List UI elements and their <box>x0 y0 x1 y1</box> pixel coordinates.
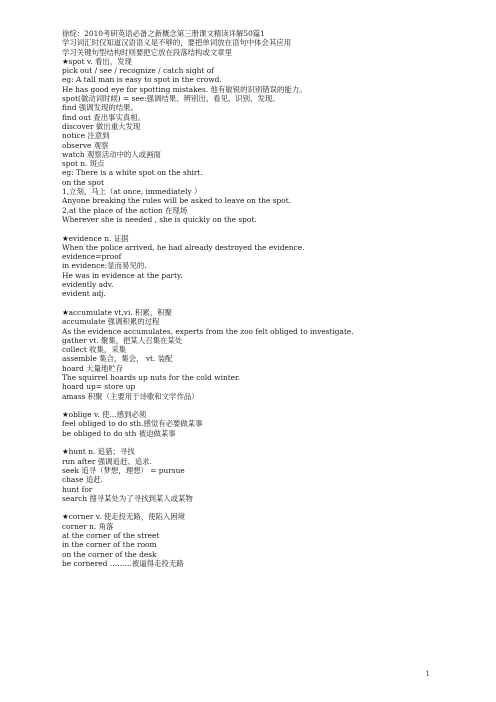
page-number: 1 <box>425 670 430 678</box>
text-line: evident adj. <box>62 289 106 299</box>
text-line: hunt for <box>62 484 93 494</box>
text-line: at the corner of the street <box>62 531 160 541</box>
text-line: find 强调发现的结果。 <box>62 103 138 113</box>
blank-line <box>62 401 462 410</box>
text-line: assemble 集合，集会， vt. 装配 <box>62 354 173 364</box>
text-line: chase 追赶. <box>62 475 103 485</box>
text-line: 学习关键句型结构时则要把它放在段落结构或文章里 <box>62 47 232 57</box>
text-line: collect 收集，采集 <box>62 345 127 355</box>
text-line: ★accumulate vt,vi. 积累，积聚 <box>62 307 172 317</box>
text-line: As the evidence accumulates, experts from the zoo felt obliged to investigate. <box>62 326 354 336</box>
text-line: on the corner of the desk <box>62 549 157 559</box>
text-line: ★corner v. 使走投无路，使陷入困境 <box>62 512 186 522</box>
text-line: evidently adv. <box>62 280 114 290</box>
document-body <box>62 29 462 568</box>
text-line: ★evidence n. 证据 <box>62 233 129 243</box>
blank-line <box>62 503 462 512</box>
text-line: discover 做出重大发现 <box>62 121 141 131</box>
text-line: hoard 大量地贮存 <box>62 363 124 373</box>
text-line: notice 注意到 <box>62 131 110 141</box>
text-line: be obliged to do sth 被迫做某事 <box>62 428 176 438</box>
text-line: eg: There is a white spot on the shirt. <box>62 168 203 178</box>
text-line: feel obliged to do sth.感觉有必要做某事 <box>62 419 203 429</box>
text-line: The squirrel hoards up nuts for the cold winter. <box>62 372 241 382</box>
text-line: evidence=proof <box>62 252 122 262</box>
text-line: 徐绽：2010考研英语必备之新概念第三册课文精读详解50篇1 <box>62 29 265 38</box>
blank-line <box>62 438 462 447</box>
text-line: spot n. 斑点 <box>62 159 105 169</box>
blank-line <box>62 299 462 308</box>
text-line: 1,立刻，马上（at once, immediately ） <box>62 187 202 197</box>
text-line: seek 追寻（梦想，理想） = pursue <box>62 465 185 475</box>
text-line: be cornered ………被逼得走投无路 <box>62 558 184 568</box>
text-line: He was in evidence at the party. <box>62 270 183 280</box>
text-line: pick out / see / recognize / catch sight of <box>62 66 214 76</box>
text-line: corner n. 角落 <box>62 521 114 531</box>
text-line: Wherever she is needed , she is quickly on the spot. <box>62 214 257 224</box>
text-line: run after 强调追赶、追求. <box>62 456 152 466</box>
blank-line <box>62 224 462 233</box>
text-line: When the police arrived, he had already destroyed the evidence. <box>62 242 305 252</box>
text-line: 学习词汇时仅知道汉语语义是不够的，要把单词放在语句中体会其应用 <box>62 38 292 48</box>
text-line: on the spot <box>62 177 104 187</box>
text-line: gather vt. 聚集，把某人召集在某处 <box>62 335 183 345</box>
text-line: observe 观察 <box>62 140 109 150</box>
text-line: eg: A tall man is easy to spot in the crowd. <box>62 75 222 85</box>
text-line: ★spot v. 看出，发现 <box>62 56 132 66</box>
text-line: He has good eye for spotting mistakes. 他有敏锐的识别错误的能力。 <box>62 84 307 94</box>
text-line: watch 观察活动中的人或画面 <box>62 149 161 159</box>
text-line: accumulate 强调积累的过程 <box>62 317 160 327</box>
text-line: hoard up= store up <box>62 382 136 392</box>
text-line: ★hunt n. 追猎；寻找 <box>62 447 135 457</box>
text-line: in the corner of the room <box>62 540 157 550</box>
text-line: find out 查出事实真相。 <box>62 112 146 122</box>
text-line: 2,at the place of the action 在现场 <box>62 205 188 215</box>
text-line: in evidence:显而易见的. <box>62 261 147 271</box>
text-line: Anyone breaking the rules will be asked to leave on the spot. <box>62 196 292 206</box>
text-line: spot(做动词时候) = see:强调结果、辨别出、看见、识别、发现。 <box>62 94 280 104</box>
text-line: ★oblige v. 使…感到必须 <box>62 410 147 420</box>
text-line: amass 积聚（主要用于诗歌和文学作品） <box>62 391 199 401</box>
text-line: search 搜寻某处为了寻找到某人或某物 <box>62 493 193 503</box>
